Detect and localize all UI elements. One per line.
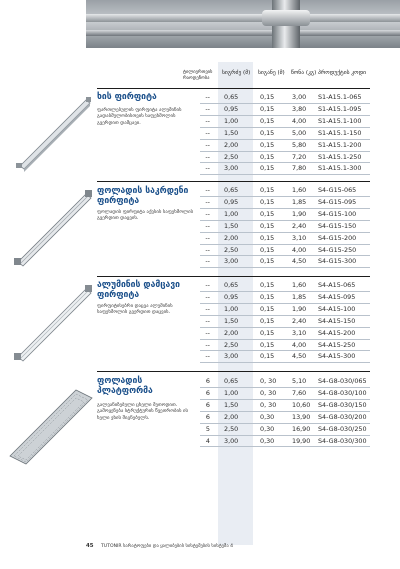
table-cell-width: 0,15 [260,140,275,149]
table-cell-code: S4-G15-100 [318,209,357,218]
table-cell-weight: 3,10 [292,328,307,337]
footer-text: TUTONIR სარატოფები და ყალიბების სისტემების სისტემა 4 [100,544,234,549]
table-cell-length: 2,50 [224,340,239,349]
table-cell-length: 1,50 [224,128,239,137]
table-cell-width: 0,15 [260,186,275,194]
table-cell-weight: 5,00 [292,128,307,137]
header-photo [86,0,400,48]
steel-toe-board-illustration [6,186,96,270]
table-cell-width: 0,15 [260,116,275,125]
table-cell-qty: -- [205,197,210,206]
table-cell-qty: 6 [205,400,210,409]
header-weight: წონა (კგ) [291,70,317,76]
section-title-steel-toe-board: ფოლადის საკრდენი ფირფიტა [97,186,189,207]
table-cell-length: 0,95 [224,104,239,113]
table-cell-length: 0,95 [224,197,239,206]
table-cell-code: S4-G15-065 [318,186,357,194]
table-cell-weight: 4,50 [292,352,307,361]
table-cell-width: 0,15 [260,328,275,337]
table-cell-length: 2,00 [224,328,239,337]
table-cell-length: 2,50 [224,245,239,254]
table-cell-code: S1-A15.1-250 [318,152,362,161]
section-desc-steel-toe-board: ფოლადის ფირფიტა აქვსის საფეხმოლის გვერდით დაცვის. [97,210,194,222]
table-cell-weight: 7,20 [292,152,307,161]
row-divider [200,399,370,400]
wood-board-illustration [6,92,96,172]
row-divider [200,446,370,447]
steel-platform-illustration [4,378,96,466]
row-divider [200,327,370,328]
table-cell-length: 3,00 [224,164,239,173]
table-cell-qty: 6 [205,377,210,385]
row-divider [200,115,370,116]
table-cell-width: 0,15 [260,340,275,349]
table-cell-width: 0,15 [260,221,275,230]
table-cell-qty: -- [205,352,210,361]
table-cell-width: 0,15 [260,257,275,266]
table-cell-weight: 4,00 [292,245,307,254]
table-cell-qty: -- [205,281,210,289]
table-cell-qty: -- [205,245,210,254]
table-cell-code: S1-A15.1-150 [318,128,362,137]
table-cell-length: 1,00 [224,304,239,313]
table-cell-length: 2,00 [224,140,239,149]
table-cell-qty: 4 [205,436,210,445]
table-cell-code: S4-G8-030/250 [318,424,367,433]
row-divider [200,387,370,388]
table-cell-qty: -- [205,328,210,337]
table-cell-code: S1-A15.1-300 [318,164,362,173]
table-cell-qty: -- [205,152,210,161]
table-cell-code: S4-G8-030/100 [318,388,367,397]
table-cell-code: S4-A15-100 [318,304,356,313]
table-cell-weight: 19,90 [292,436,311,445]
row-divider [200,362,370,363]
table-cell-weight: 2,40 [292,221,307,230]
row-divider [200,220,370,221]
table-cell-length: 1,00 [224,209,239,218]
row-divider [200,127,370,128]
table-cell-weight: 4,00 [292,340,307,349]
table-cell-width: 0,15 [260,245,275,254]
row-divider [200,208,370,209]
table-cell-length: 0,95 [224,292,239,301]
table-cell-code: S4-A15-150 [318,316,356,325]
table-cell-code: S4-G15-150 [318,221,357,230]
table-cell-weight: 5,10 [292,377,307,385]
table-cell-width: 0, 30 [260,388,277,397]
table-cell-width: 0,30 [260,412,275,421]
row-divider [200,162,370,163]
table-cell-width: 0,15 [260,209,275,218]
header-qty: ტილიერთვის რაოდენობა [183,70,213,81]
table-cell-width: 0,30 [260,424,275,433]
table-cell-weight: 1,85 [292,292,307,301]
table-cell-length: 1,50 [224,221,239,230]
row-divider [200,423,370,424]
table-cell-width: 0,15 [260,93,275,101]
row-divider [200,139,370,140]
table-cell-qty: -- [205,340,210,349]
table-cell-width: 0,15 [260,104,275,113]
section-desc-wood-board: ფართლებულის ფირფიტა ალუმინის გადაბმულობისთვის საფეხმოლის გვერდით დამცავი. [97,108,182,126]
row-divider [200,232,370,233]
table-cell-code: S4-G15-095 [318,197,357,206]
table-cell-weight: 5,80 [292,140,307,149]
table-cell-code: S4-A15-200 [318,328,356,337]
table-cell-length: 2,00 [224,233,239,242]
header-length: სიგრძე (მ) [222,70,251,76]
table-cell-weight: 13,90 [292,412,311,421]
table-cell-code: S4-G8-030/065 [318,377,367,385]
table-cell-qty: -- [205,316,210,325]
table-cell-width: 0,15 [260,128,275,137]
table-cell-code: S4-G15-300 [318,257,357,266]
table-cell-qty: -- [205,128,210,137]
table-cell-length: 1,00 [224,116,239,125]
table-cell-weight: 16,90 [292,424,311,433]
table-cell-weight: 7,60 [292,388,307,397]
row-divider [200,174,370,175]
table-cell-qty: 5 [205,424,210,433]
table-cell-code: S4-A15-095 [318,292,356,301]
table-cell-weight: 10,60 [292,400,311,409]
row-divider [200,303,370,304]
section-desc-aluminium-board: ფირფიტისებრი დაცვა ალუმინის საფეხმოლის გვერდით დაცვის. [97,304,173,316]
table-cell-qty: -- [205,93,210,101]
table-cell-length: 0,65 [224,281,239,289]
row-divider [200,151,370,152]
table-cell-qty: -- [205,116,210,125]
section-desc-steel-platform: გალვანიზებული ცხელი მეთოდით. გამოყენება სტრუქტურის წვეთრობის ის ხელი ვხის შიგნებულს. [97,403,189,421]
row-divider [200,350,370,351]
table-cell-qty: -- [205,221,210,230]
table-cell-length: 1,50 [224,316,239,325]
table-cell-length: 2,00 [224,412,239,421]
row-divider [200,315,370,316]
table-cell-code: S4-G8-030/200 [318,412,367,421]
table-cell-code: S4-G15-250 [318,245,357,254]
table-cell-code: S1-A15.1-100 [318,116,362,125]
row-divider [200,339,370,340]
table-cell-qty: -- [205,304,210,313]
table-cell-width: 0,15 [260,352,275,361]
table-cell-qty: -- [205,257,210,266]
table-cell-weight: 3,80 [292,104,307,113]
table-cell-length: 0,65 [224,377,239,385]
table-cell-width: 0, 30 [260,400,277,409]
section-rule-3 [97,276,370,277]
table-cell-code: S4-A15-300 [318,352,356,361]
table-cell-code: S4-A15-065 [318,281,356,289]
aluminium-board-illustration [6,281,96,365]
row-divider [200,244,370,245]
row-divider [200,435,370,436]
table-cell-weight: 1,90 [292,209,307,218]
row-divider [200,291,370,292]
header-code: პროდუქტის კოდი [318,70,367,76]
table-cell-qty: -- [205,164,210,173]
table-cell-width: 0,30 [260,436,275,445]
table-cell-weight: 1,60 [292,186,307,194]
table-cell-code: S4-G8-030/300 [318,436,367,445]
row-divider [200,103,370,104]
table-cell-length: 1,50 [224,400,239,409]
table-cell-width: 0,15 [260,316,275,325]
page-footer [86,543,233,549]
page-number: 45 [86,543,94,549]
table-cell-length: 0,65 [224,186,239,194]
table-cell-code: S1-A15.1-095 [318,104,362,113]
table-cell-width: 0, 30 [260,377,277,385]
table-cell-weight: 4,00 [292,116,307,125]
section-rule-4 [97,371,370,372]
section-title-aluminium-board: ალუმინის დამცავი ფირფიტა [97,280,181,301]
table-cell-length: 1,00 [224,388,239,397]
table-cell-weight: 3,10 [292,233,307,242]
table-cell-weight: 1,85 [292,197,307,206]
table-cell-code: S1-A15.1-200 [318,140,362,149]
table-cell-weight: 1,90 [292,304,307,313]
table-cell-weight: 2,40 [292,316,307,325]
table-cell-code: S4-G15-200 [318,233,357,242]
table-cell-qty: -- [205,292,210,301]
section-title-steel-platform: ფოლადის პლატფორმა [97,376,153,397]
table-cell-length: 2,50 [224,424,239,433]
section-rule-2 [97,181,370,182]
table-cell-length: 0,65 [224,93,239,101]
table-cell-width: 0,15 [260,164,275,173]
table-cell-weight: 3,00 [292,93,307,101]
table-cell-weight: 1,60 [292,281,307,289]
table-cell-width: 0,15 [260,152,275,161]
section-rule-1 [97,88,370,89]
table-cell-qty: -- [205,233,210,242]
table-cell-length: 2,50 [224,152,239,161]
table-cell-weight: 7,80 [292,164,307,173]
table-cell-qty: 6 [205,388,210,397]
table-cell-width: 0,15 [260,281,275,289]
header-width: სიგანე (მ) [258,70,285,76]
table-cell-weight: 4,50 [292,257,307,266]
table-cell-length: 3,00 [224,352,239,361]
table-cell-qty: -- [205,140,210,149]
table-cell-width: 0,15 [260,197,275,206]
table-cell-code: S4-G8-030/150 [318,400,367,409]
row-divider [200,411,370,412]
row-divider [200,255,370,256]
table-cell-qty: -- [205,104,210,113]
table-cell-width: 0,15 [260,233,275,242]
row-divider [200,267,370,268]
table-cell-length: 3,00 [224,257,239,266]
table-cell-width: 0,15 [260,292,275,301]
table-cell-length: 3,00 [224,436,239,445]
row-divider [200,196,370,197]
table-cell-qty: -- [205,209,210,218]
table-cell-code: S1-A15.1-065 [318,93,362,101]
table-cell-code: S4-A15-250 [318,340,356,349]
table-cell-qty: 6 [205,412,210,421]
section-title-wood-board: ხის ფირფიტა [97,92,157,102]
table-cell-qty: -- [205,186,210,194]
table-cell-width: 0,15 [260,304,275,313]
